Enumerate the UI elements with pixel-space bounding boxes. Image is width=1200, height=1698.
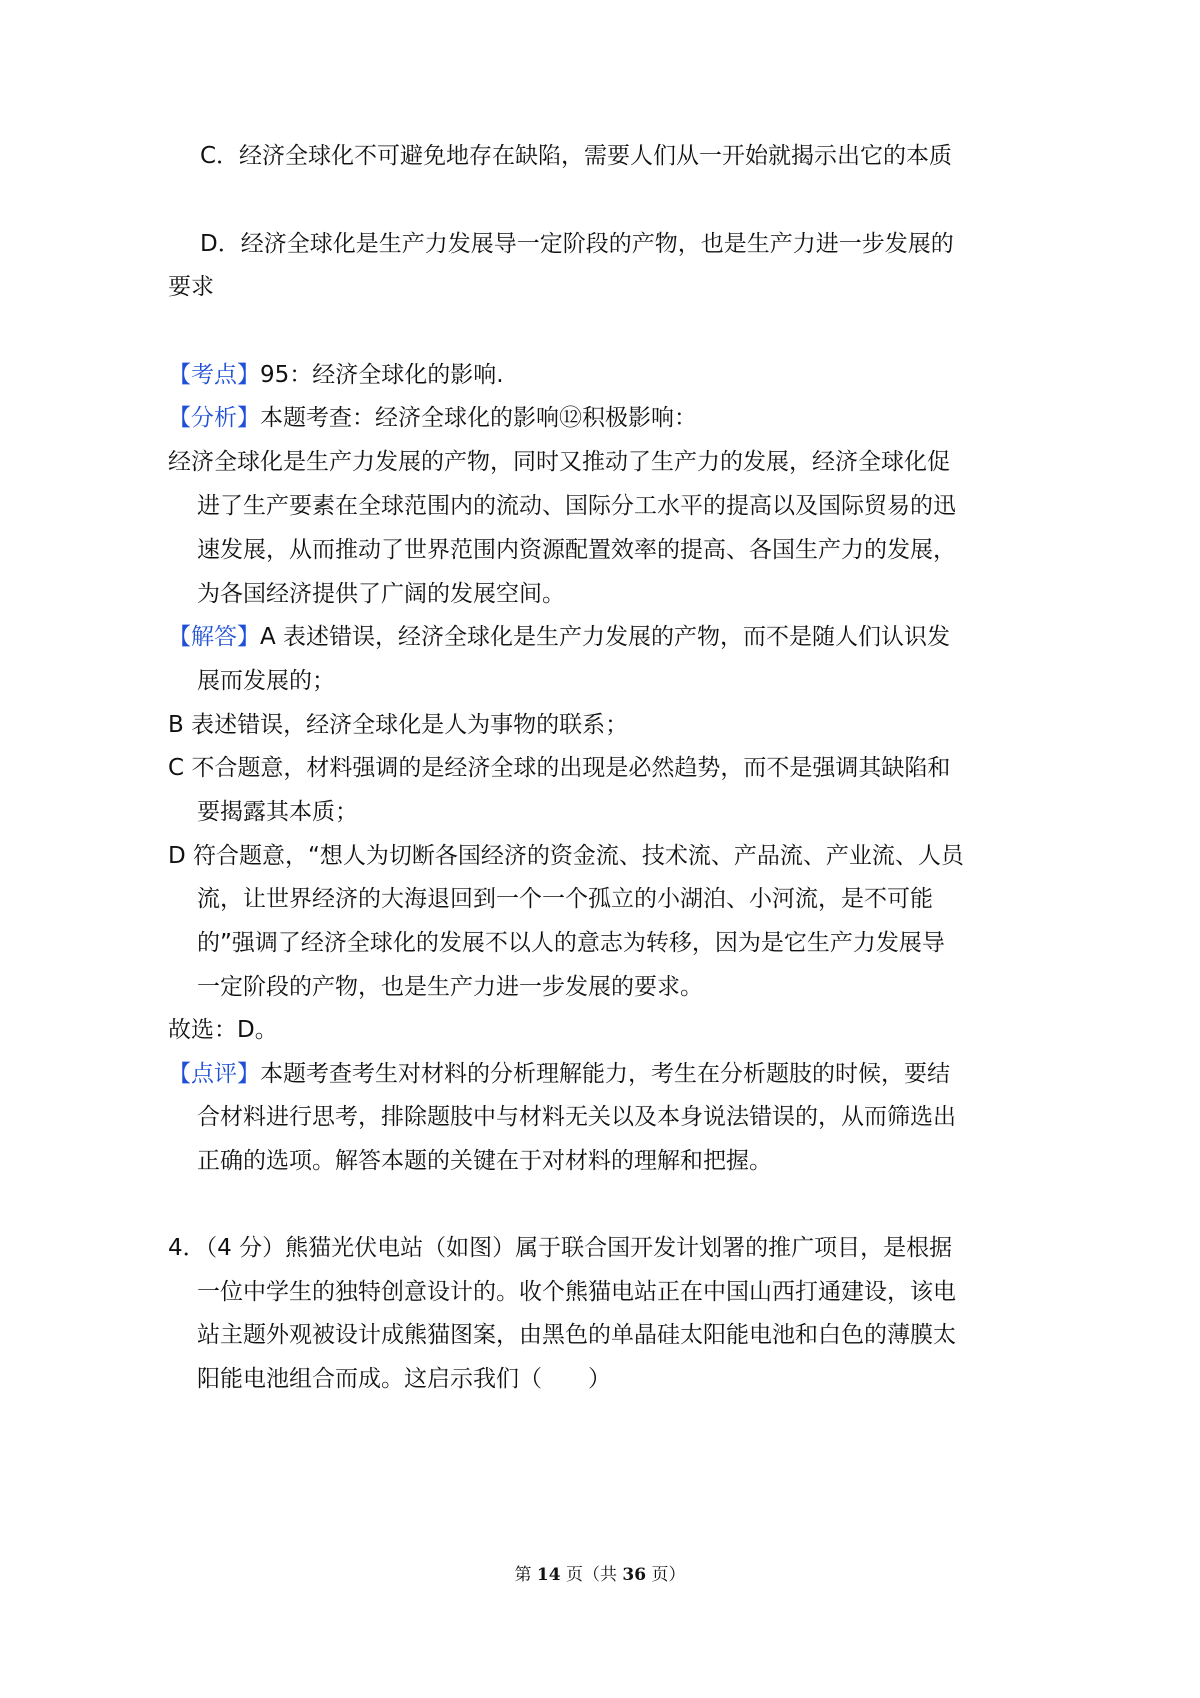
footer-prefix: 第 <box>514 1565 532 1585</box>
jieda-c-line2: 要揭露其本质； <box>197 799 358 825</box>
jieda-answer: 故选：D。 <box>168 1017 278 1043</box>
dianping-tag: 【点评】 <box>168 1061 260 1087</box>
question4-line3: 站主题外观被设计成熊猫图案，由黑色的单晶硅太阳能电池和白色的薄膜太 <box>197 1322 956 1348</box>
dianping-line2: 合材料进行思考，排除题肢中与材料无关以及本身说法错误的，从而筛选出 <box>197 1104 956 1130</box>
jieda-section <box>168 621 950 653</box>
question4-line1: 4．（4 分）熊猫光伏电站（如图）属于联合国开发计划署的推广项目，是根据 <box>168 1235 953 1261</box>
question4-line4: 阳能电池组合而成。这启示我们（ ） <box>197 1366 611 1392</box>
dianping-line1: 本题考查考生对材料的分析理解能力，考生在分析题肢的时候，要结 <box>260 1061 950 1087</box>
dianping-line3: 正确的选项。解答本题的关键在于对材料的理解和把握。 <box>197 1148 772 1174</box>
fenxi-para-line3: 速发展，从而推动了世界范围内资源配置效率的提高、各国生产力的发展， <box>197 537 956 563</box>
dianping-section <box>168 1058 950 1090</box>
jieda-d-line2: 流，让世界经济的大海退回到一个一个孤立的小湖泊、小河流，是不可能 <box>197 886 933 912</box>
question4-line2: 一位中学生的独特创意设计的。收个熊猫电站正在中国山西打通建设，该电 <box>197 1279 956 1305</box>
jieda-d-line1: D 符合题意，“想人为切断各国经济的资金流、技术流、产品流、产业流、人员 <box>168 843 964 869</box>
jieda-tag: 【解答】 <box>168 624 260 650</box>
fenxi-section <box>168 402 697 434</box>
fenxi-tag: 【分析】 <box>168 405 260 431</box>
footer-suffix: 页） <box>651 1565 686 1585</box>
page-footer <box>0 1562 1200 1588</box>
jieda-d-line4: 一定阶段的产物，也是生产力进一步发展的要求。 <box>197 974 703 1000</box>
jieda-a-line2: 展而发展的； <box>197 668 335 694</box>
option-d-line1: D．经济全球化是生产力发展导一定阶段的产物，也是生产力进一步发展的 <box>200 231 954 257</box>
footer-page-number: 14 <box>536 1565 561 1585</box>
footer-total-pages: 36 <box>622 1565 647 1585</box>
footer-middle: 页（共 <box>566 1565 617 1585</box>
fenxi-para-line4: 为各国经济提供了广阔的发展空间。 <box>197 581 565 607</box>
fenxi-para-line1: 经济全球化是生产力发展的产物，同时又推动了生产力的发展，经济全球化促 <box>168 449 950 475</box>
kaodian-tag: 【考点】 <box>168 362 260 388</box>
fenxi-text: 本题考查：经济全球化的影响⑫积极影响： <box>260 405 697 431</box>
option-d-line2: 要求 <box>168 274 214 300</box>
jieda-a-line1: A 表述错误，经济全球化是生产力发展的产物，而不是随人们认识发 <box>260 624 951 650</box>
option-c: C．经济全球化不可避免地存在缺陷，需要人们从一开始就揭示出它的本质 <box>200 143 953 169</box>
kaodian-section <box>168 359 504 391</box>
jieda-d-line3: 的”强调了经济全球化的发展不以人的意志为转移，因为是它生产力发展导 <box>197 930 945 956</box>
kaodian-text: 95：经济全球化的影响. <box>260 362 504 388</box>
jieda-b-line1: B 表述错误，经济全球化是人为事物的联系； <box>168 712 629 738</box>
jieda-c-line1: C 不合题意，材料强调的是经济全球的出现是必然趋势，而不是强调其缺陷和 <box>168 755 951 781</box>
fenxi-para-line2: 进了生产要素在全球范围内的流动、国际分工水平的提高以及国际贸易的迅 <box>197 493 956 519</box>
